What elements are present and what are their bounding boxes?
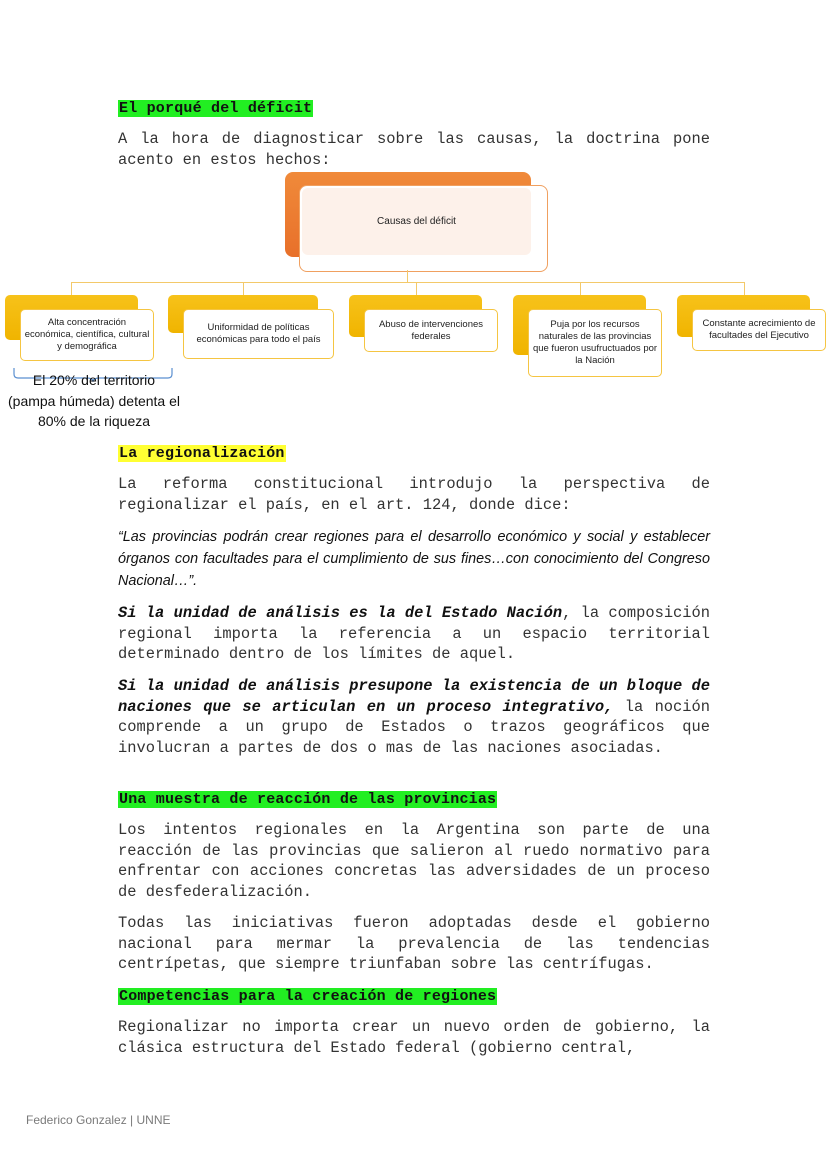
article-quote: “Las provincias podrán crear regiones para el desarrollo económico y social y establecer órganos con facultades para el cumplimiento de sus fines…con conocimiento del Congreso Nacional…”. bbox=[118, 529, 710, 589]
section-heading-reaccion bbox=[118, 790, 497, 808]
heading-text: Competencias para la creación de regiones bbox=[119, 988, 497, 1005]
connector bbox=[243, 282, 244, 296]
section-heading-regionalizacion bbox=[118, 444, 286, 462]
reaccion-p2: Todas las iniciativas fueron adoptadas desde el gobierno nacional para mermar la prevalencia de las tendencias centrípetas, que siempre triunfaban sobre las centrífugas. bbox=[118, 914, 710, 974]
connector bbox=[580, 282, 581, 296]
competencias-p1: Regionalizar no importa crear un nuevo orden de gobierno, la clásica estructura del Estado federal (gobierno central, bbox=[118, 1018, 710, 1057]
connector bbox=[71, 282, 72, 296]
body-text: la noción comprende a un grupo de Estados o trazos geográficos que involucran a partes de dos o mas de las naciones asociadas. bbox=[118, 697, 710, 757]
connector bbox=[407, 270, 408, 282]
deficit-intro: A la hora de diagnosticar sobre las causas, la doctrina pone acento en estos hechos: bbox=[118, 130, 710, 169]
root-label: Causas del déficit bbox=[302, 188, 531, 255]
regionalizacion-p1: La reforma constitucional introdujo la perspectiva de regionalizar el país, en el art. 124, donde dice: bbox=[118, 475, 710, 514]
heading-text: Una muestra de reacción de las provincias bbox=[119, 791, 497, 808]
page-footer: Federico Gonzalez | UNNE bbox=[26, 1113, 171, 1127]
connector bbox=[416, 282, 417, 296]
brace-note: El 20% del territorio (pampa húmeda) detenta el 80% de la riqueza bbox=[8, 372, 180, 429]
connector bbox=[71, 282, 744, 283]
child-box-1: Alta concentración económica, científica, cultural y demográfica bbox=[20, 309, 154, 361]
body-text: , la composición regional importa la referencia a un espacio territorial determinado dentro de los límites de aquel. bbox=[118, 604, 710, 664]
heading-text: La regionalización bbox=[119, 445, 285, 462]
reaccion-p1: Los intentos regionales en la Argentina son parte de una reacción de las provincias que salieron al ruedo normativo para enfrentar con acciones concretas las adversidades de un proceso de desfederalización. bbox=[118, 821, 710, 901]
emphasis: Si la unidad de análisis presupone la existencia de un bloque de naciones que se articulan en un proceso integrativo, bbox=[118, 677, 710, 716]
connector bbox=[744, 282, 745, 296]
child-box-3: Abuso de intervenciones federales bbox=[364, 309, 498, 352]
child-box-4: Puja por los recursos naturales de las provincias que fueron usufructuados por la Nación bbox=[528, 309, 662, 377]
child-box-5: Constante acrecimiento de facultades del Ejecutivo bbox=[692, 309, 826, 351]
emphasis: Si la unidad de análisis es la del Estado Nación bbox=[118, 604, 563, 622]
regionalizacion-p2 bbox=[118, 603, 710, 665]
child-box-2: Uniformidad de políticas económicas para todo el país bbox=[183, 309, 334, 359]
section-heading-competencias bbox=[118, 987, 497, 1005]
section-heading-deficit bbox=[118, 99, 313, 117]
heading-text: El porqué del déficit bbox=[119, 100, 313, 117]
causes-diagram bbox=[0, 170, 828, 430]
regionalizacion-p3 bbox=[118, 676, 710, 758]
